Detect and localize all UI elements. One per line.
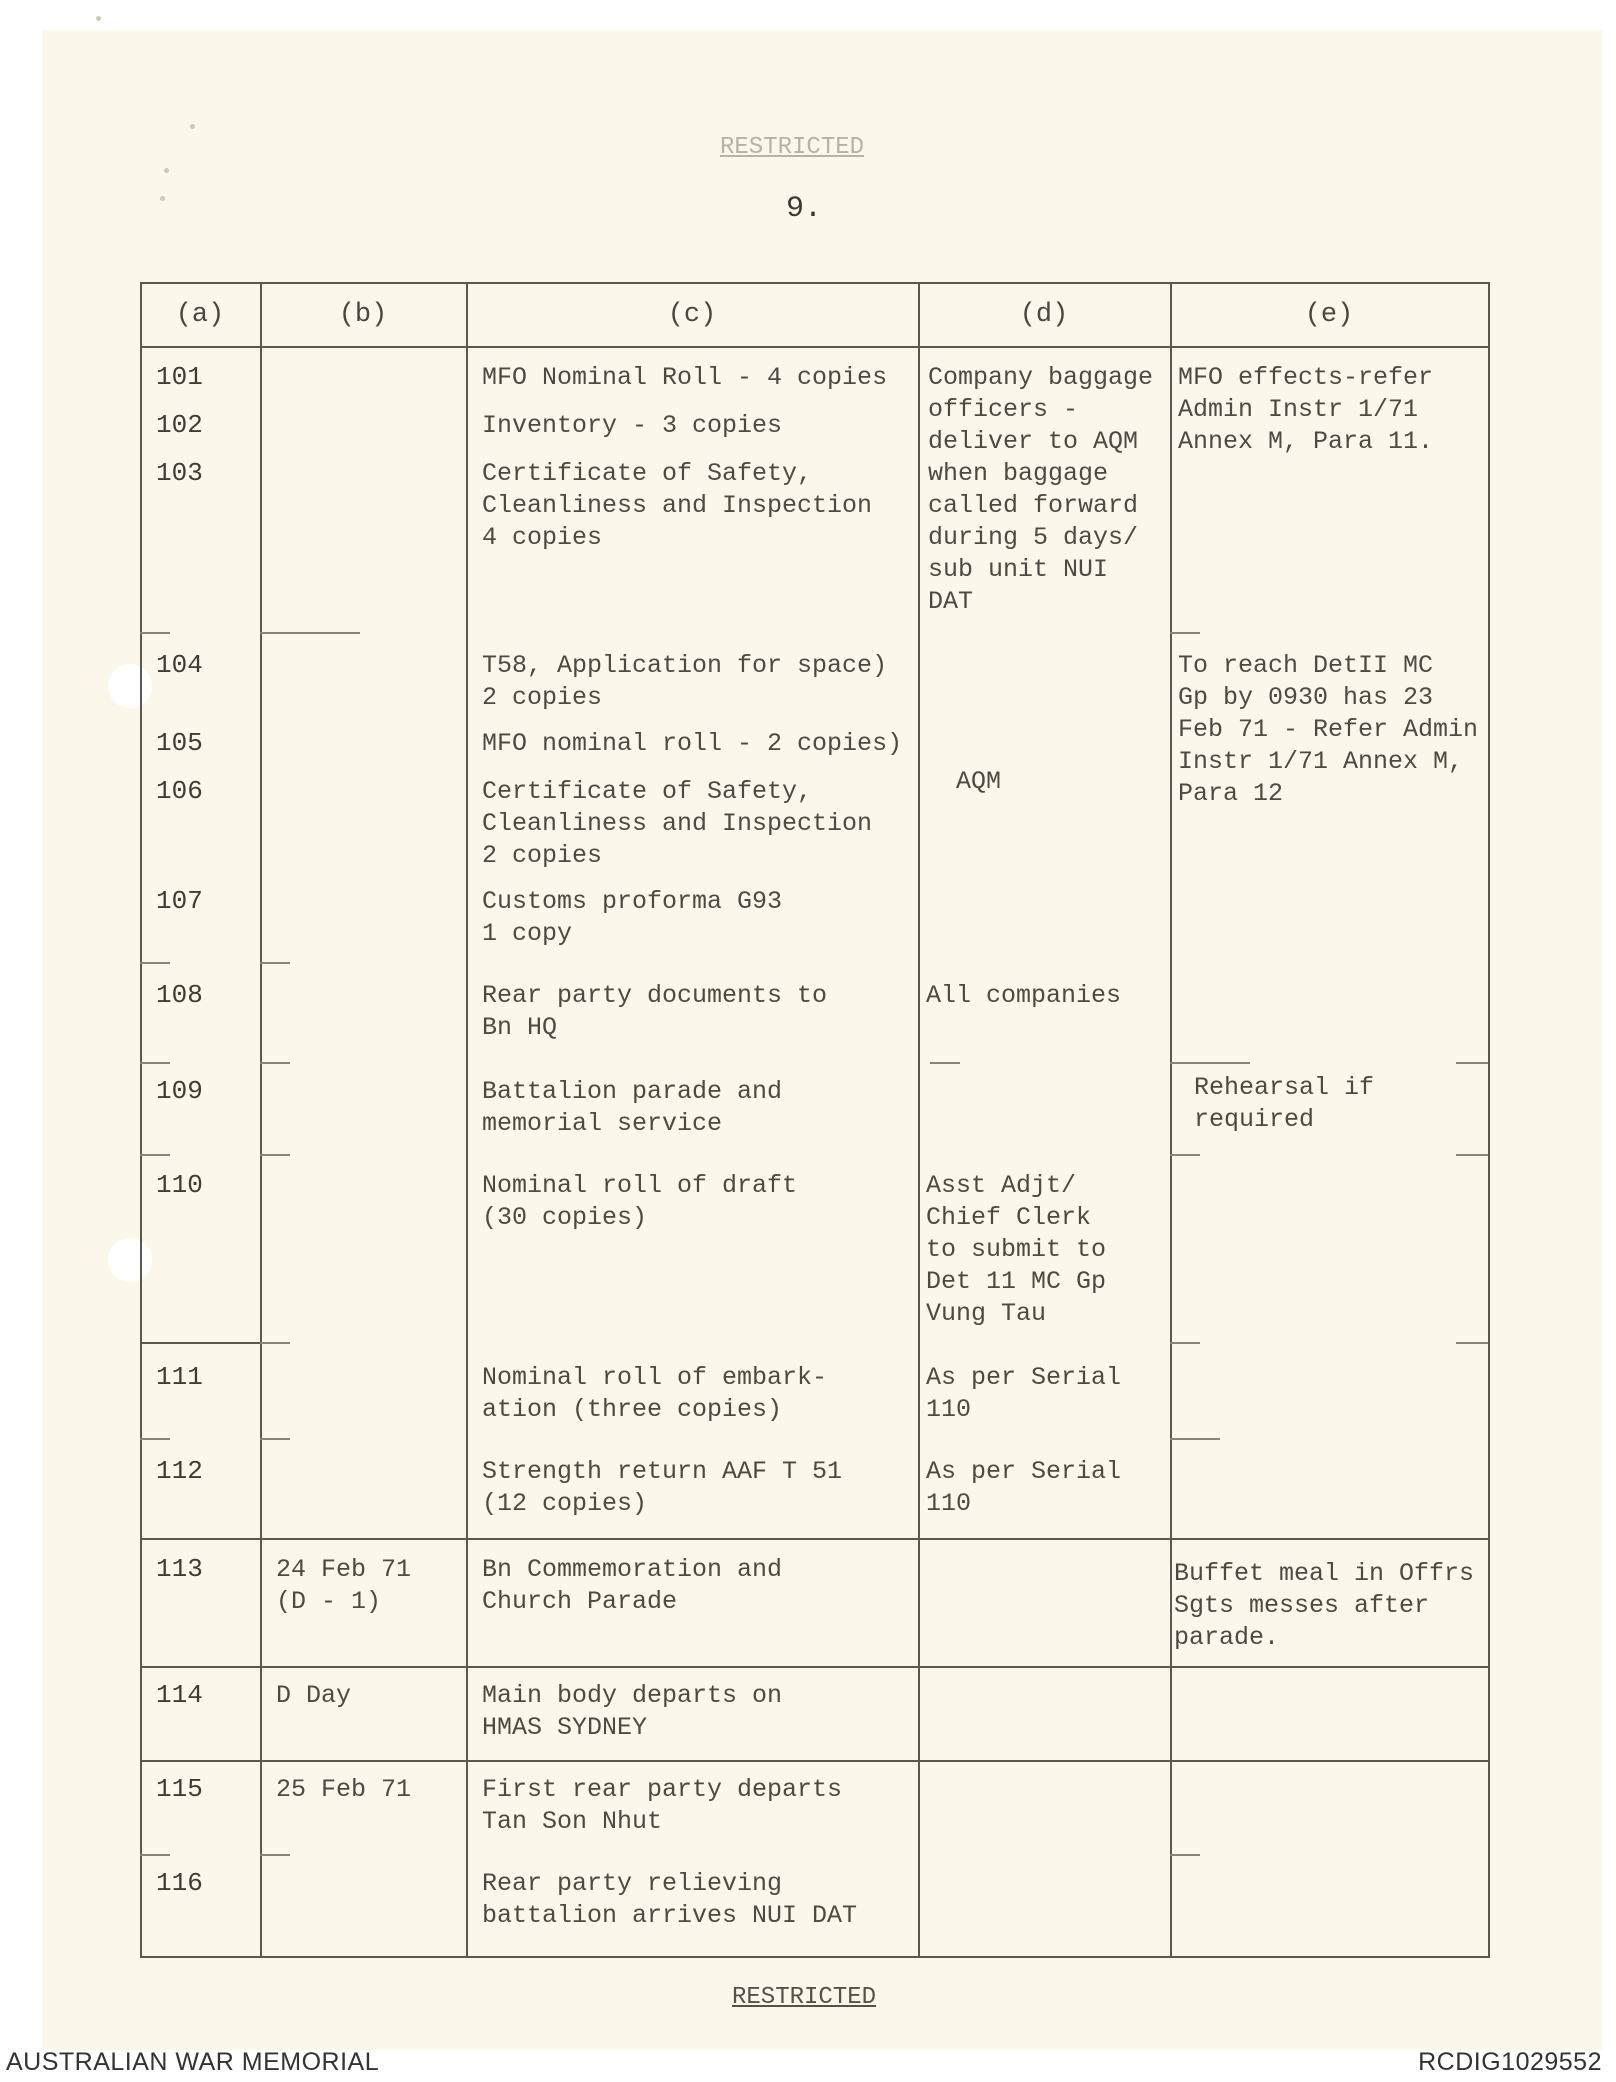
serial-number: 102 bbox=[156, 410, 203, 440]
item-cell: MFO Nominal Roll - 4 copies bbox=[482, 363, 888, 392]
serial-number: 101 bbox=[156, 362, 203, 392]
serial-number: 116 bbox=[156, 1868, 203, 1898]
separator-tick bbox=[1456, 1062, 1488, 1064]
item-cell: Battalion parade and memorial service bbox=[482, 1077, 783, 1138]
column-header-d: (d) bbox=[1019, 300, 1069, 330]
table-border-top bbox=[140, 282, 1490, 284]
separator-tick bbox=[1170, 1438, 1220, 1440]
item-cell: T58, Application for space) 2 copies bbox=[482, 651, 888, 712]
item-cell: Main body departs on HMAS SYDNEY bbox=[482, 1681, 783, 1742]
serial-number: 108 bbox=[156, 980, 203, 1010]
serial-number: 112 bbox=[156, 1456, 203, 1486]
column-header-c: (c) bbox=[667, 300, 717, 330]
separator-tick bbox=[260, 1154, 290, 1156]
separator-tick bbox=[1170, 632, 1200, 634]
remarks-cell: Buffet meal in Offrs Sgts messes after parade. bbox=[1174, 1559, 1475, 1652]
serial-number: 106 bbox=[156, 776, 203, 806]
remarks-cell: Rehearsal if required bbox=[1194, 1073, 1375, 1134]
item-cell: Inventory - 3 copies bbox=[482, 411, 783, 440]
column-divider bbox=[466, 282, 468, 1958]
column-divider bbox=[918, 282, 920, 1958]
separator-tick bbox=[1170, 1342, 1200, 1344]
table-border-right bbox=[1488, 282, 1490, 1958]
serial-number: 111 bbox=[156, 1362, 203, 1392]
paper-speck bbox=[160, 196, 165, 201]
separator-tick bbox=[140, 962, 170, 964]
separator-tick bbox=[140, 632, 170, 634]
schedule-table bbox=[130, 282, 1490, 1958]
item-cell: Certificate of Safety, Cleanliness and Inspection 2 copies bbox=[482, 777, 873, 870]
paper-speck bbox=[96, 16, 101, 21]
item-cell: Certificate of Safety, Cleanliness and Inspection 4 copies bbox=[482, 459, 873, 552]
item-cell: Nominal roll of draft (30 copies) bbox=[482, 1171, 798, 1232]
item-cell: MFO nominal roll - 2 copies) bbox=[482, 729, 903, 758]
serial-number: 113 bbox=[156, 1554, 203, 1584]
archive-reference: RCDIG1029552 bbox=[1418, 2048, 1602, 2076]
separator-tick bbox=[1456, 1154, 1488, 1156]
responsibility-cell: As per Serial 110 bbox=[926, 1363, 1122, 1424]
page-number: 9. bbox=[786, 192, 823, 226]
separator-tick bbox=[930, 1062, 960, 1064]
separator-tick bbox=[1456, 1342, 1488, 1344]
row-divider bbox=[140, 1760, 1490, 1762]
row-divider bbox=[140, 1538, 1490, 1540]
column-header-e: (e) bbox=[1304, 300, 1354, 330]
separator-tick bbox=[1170, 1854, 1200, 1856]
item-cell: Strength return AAF T 51 (12 copies) bbox=[482, 1457, 843, 1518]
date-cell: D Day bbox=[276, 1681, 352, 1710]
column-divider bbox=[260, 282, 262, 1958]
table-border-bottom bbox=[140, 1956, 1490, 1958]
responsibility-cell: Asst Adjt/ Chief Clerk to submit to Det 11 MC Gp Vung Tau bbox=[926, 1171, 1107, 1328]
item-cell: Nominal roll of embark- ation (three copies) bbox=[482, 1363, 828, 1424]
archive-credit: AUSTRALIAN WAR MEMORIAL bbox=[6, 2048, 380, 2076]
responsibility-cell: As per Serial 110 bbox=[926, 1457, 1122, 1518]
column-header-b: (b) bbox=[338, 300, 388, 330]
remarks-cell: To reach DetII MC Gp by 0930 has 23 Feb 71 - Refer Admin Instr 1/71 Annex M, Para 12 bbox=[1178, 651, 1479, 808]
header-divider bbox=[140, 346, 1490, 348]
separator-tick bbox=[140, 1062, 170, 1064]
serial-number: 107 bbox=[156, 886, 203, 916]
responsibility-cell: Company baggage officers - deliver to AQM when baggage called forward during 5 days/ sub unit NUI DAT bbox=[928, 363, 1154, 616]
serial-number: 110 bbox=[156, 1170, 203, 1200]
date-cell: 25 Feb 71 bbox=[276, 1775, 412, 1804]
separator-tick bbox=[260, 1438, 290, 1440]
item-cell: Bn Commemoration and Church Parade bbox=[482, 1555, 783, 1616]
separator-tick bbox=[260, 1342, 290, 1344]
separator-tick bbox=[260, 1854, 290, 1856]
serial-number: 114 bbox=[156, 1680, 203, 1710]
classification-top: RESTRICTED bbox=[720, 134, 865, 161]
serial-number: 115 bbox=[156, 1774, 203, 1804]
item-cell: Rear party relieving battalion arrives NUI DAT bbox=[482, 1869, 858, 1930]
serial-number: 104 bbox=[156, 650, 203, 680]
paper-speck bbox=[164, 168, 169, 173]
row-divider bbox=[140, 1342, 262, 1344]
serial-number: 109 bbox=[156, 1076, 203, 1106]
table-border-left bbox=[140, 282, 142, 1958]
separator-tick bbox=[1170, 1154, 1200, 1156]
separator-tick bbox=[140, 1154, 170, 1156]
serial-number: 105 bbox=[156, 728, 203, 758]
remarks-cell: MFO effects-refer Admin Instr 1/71 Annex M, Para 11. bbox=[1178, 363, 1434, 456]
separator-tick bbox=[140, 1438, 170, 1440]
item-cell: Customs proforma G93 1 copy bbox=[482, 887, 783, 948]
classification-bottom: RESTRICTED bbox=[732, 1984, 877, 2011]
serial-number: 103 bbox=[156, 458, 203, 488]
separator-tick bbox=[260, 962, 290, 964]
row-divider bbox=[140, 1666, 1490, 1668]
paper-speck bbox=[190, 124, 195, 129]
date-cell: 24 Feb 71 (D - 1) bbox=[276, 1555, 412, 1616]
column-header-a: (a) bbox=[175, 300, 225, 330]
column-divider bbox=[1170, 282, 1172, 1958]
separator-tick bbox=[260, 1062, 290, 1064]
separator-tick bbox=[1170, 1062, 1250, 1064]
separator-tick bbox=[260, 632, 360, 634]
item-cell: First rear party departs Tan Son Nhut bbox=[482, 1775, 843, 1836]
responsibility-cell: All companies bbox=[926, 981, 1122, 1010]
responsibility-cell: AQM bbox=[956, 767, 1002, 796]
item-cell: Rear party documents to Bn HQ bbox=[482, 981, 828, 1042]
separator-tick bbox=[140, 1854, 170, 1856]
